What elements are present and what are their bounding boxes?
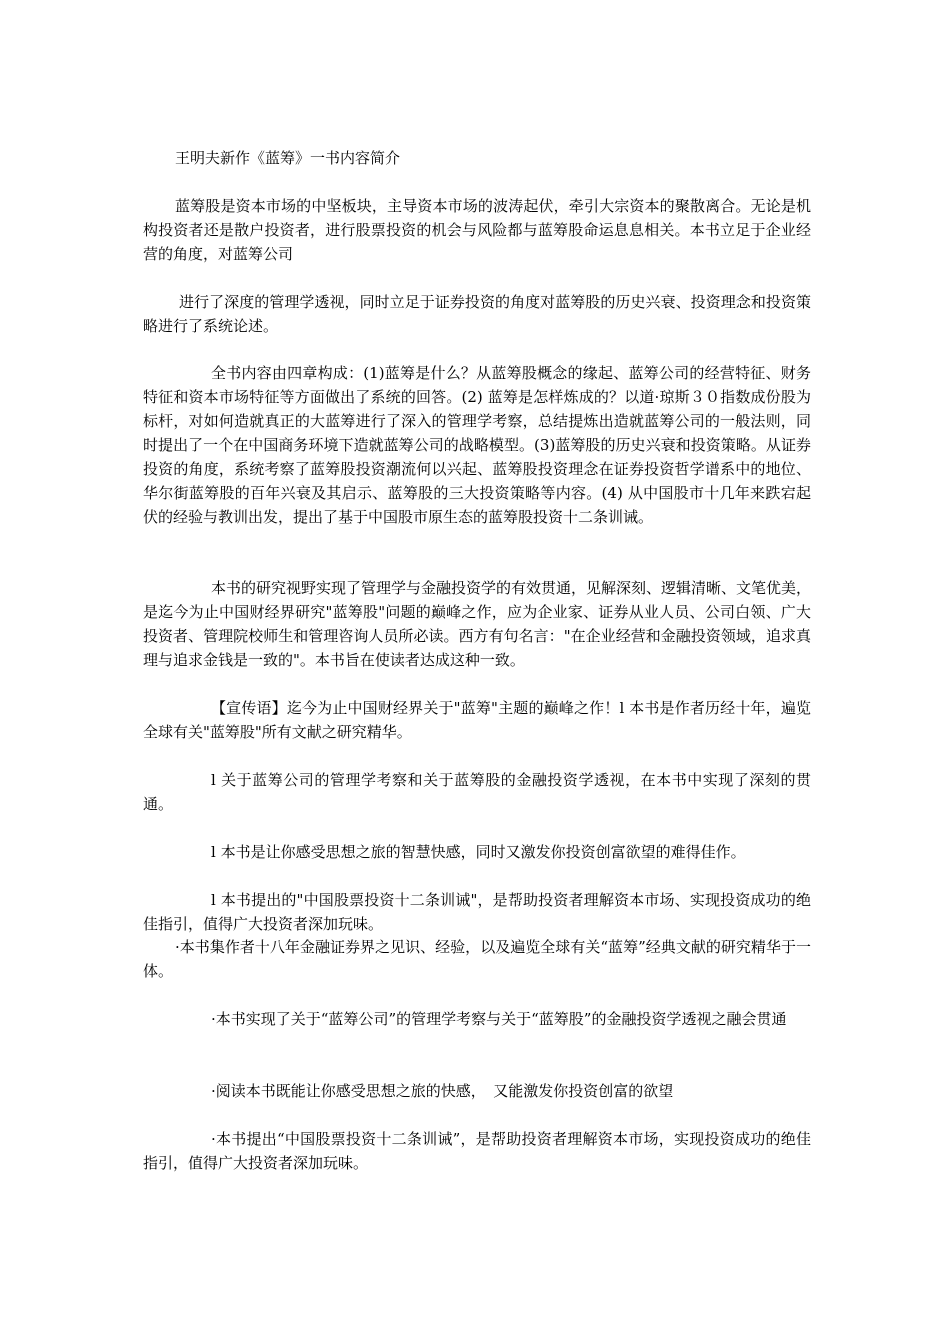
paragraph-bullet-4: ·本书提出“中国股票投资十二条训诫”，是帮助投资者理解资本市场，实现投资成功的绝佳指引，值得广大投资者深加玩味。 [143,1130,811,1172]
paragraph-intro-continued: 进行了深度的管理学透视，同时立足于证券投资的角度对蓝筹股的历史兴衰、投资理念和投资策略进行了系统论述。 [143,293,811,335]
paragraph-point-3: l 本书提出的"中国股票投资十二条训诫"，是帮助投资者理解资本市场、实现投资成功的绝佳指引，值得广大投资者深加玩味。 [143,891,811,933]
paragraph-point-1: l 关于蓝筹公司的管理学考察和关于蓝筹股的金融投资学透视，在本书中实现了深刻的贯通。 [143,771,811,813]
document-title: 王明夫新作《蓝筹》一书内容简介 [175,149,401,167]
paragraph-bullet-1: ·本书集作者十八年金融证券界之见识、经验，以及遍览全球有关“蓝筹”经典文献的研究精华于一体。 [143,938,811,980]
paragraph-point-2: l 本书是让你感受思想之旅的智慧快感，同时又激发你投资创富欲望的难得佳作。 [211,843,746,861]
paragraph-intro: 蓝筹股是资本市场的中坚板块，主导资本市场的波涛起伏，牵引大宗资本的聚散离合。无论是机构投资者还是散户投资者，进行股票投资的机会与风险都与蓝筹股命运息息相关。本书立足于企业经营的角度，对蓝筹公司 [143,197,811,263]
paragraph-bullet-2: ·本书实现了关于“蓝筹公司”的管理学考察与关于“蓝筹股”的金融投资学透视之融会贯通 [211,1010,787,1028]
paragraph-review: 本书的研究视野实现了管理学与金融投资学的有效贯通，见解深刻、逻辑清晰、文笔优美，是迄今为止中国财经界研究"蓝筹股"问题的巅峰之作，应为企业家、证券从业人员、公司白领、广大投资者、管理院校师生和管理咨询人员所必读。西方有句名言："在企业经营和金融投资领域，追求真理与追求金钱是一致的"。本书旨在使读者达成这种一致。 [143,579,812,669]
paragraph-contents: 全书内容由四章构成：(1)蓝筹是什么？从蓝筹股概念的缘起、蓝筹公司的经营特征、财务特征和资本市场特征等方面做出了系统的回答。(2) 蓝筹是怎样炼成的？以道·琼斯３０指数成份股为标杆，对如何造就真正的大蓝筹进行了深入的管理学考察，总结提炼出造就蓝筹公司的一般法则，同时提出了一个在中国商务环境下造就蓝筹公司的战略模型。(3)蓝筹股的历史兴衰和投资策略。从证券投资的角度，系统考察了蓝筹股投资潮流何以兴起、蓝筹股投资理念在证券投资哲学谱系中的地位、华尔街蓝筹股的百年兴衰及其启示、蓝筹股的三大投资策略等内容。(4) 从中国股市十几年来跌宕起伏的经验与教训出发，提出了基于中国股市原生态的蓝筹股投资十二条训诫。 [143,364,811,526]
paragraph-bullet-3: ·阅读本书既能让你感受思想之旅的快感， 又能激发你投资创富的欲望 [211,1082,674,1100]
paragraph-slogan: 【宣传语】迄今为止中国财经界关于"蓝筹"主题的巅峰之作！l 本书是作者历经十年，遍览全球有关"蓝筹股"所有文献之研究精华。 [143,699,811,741]
